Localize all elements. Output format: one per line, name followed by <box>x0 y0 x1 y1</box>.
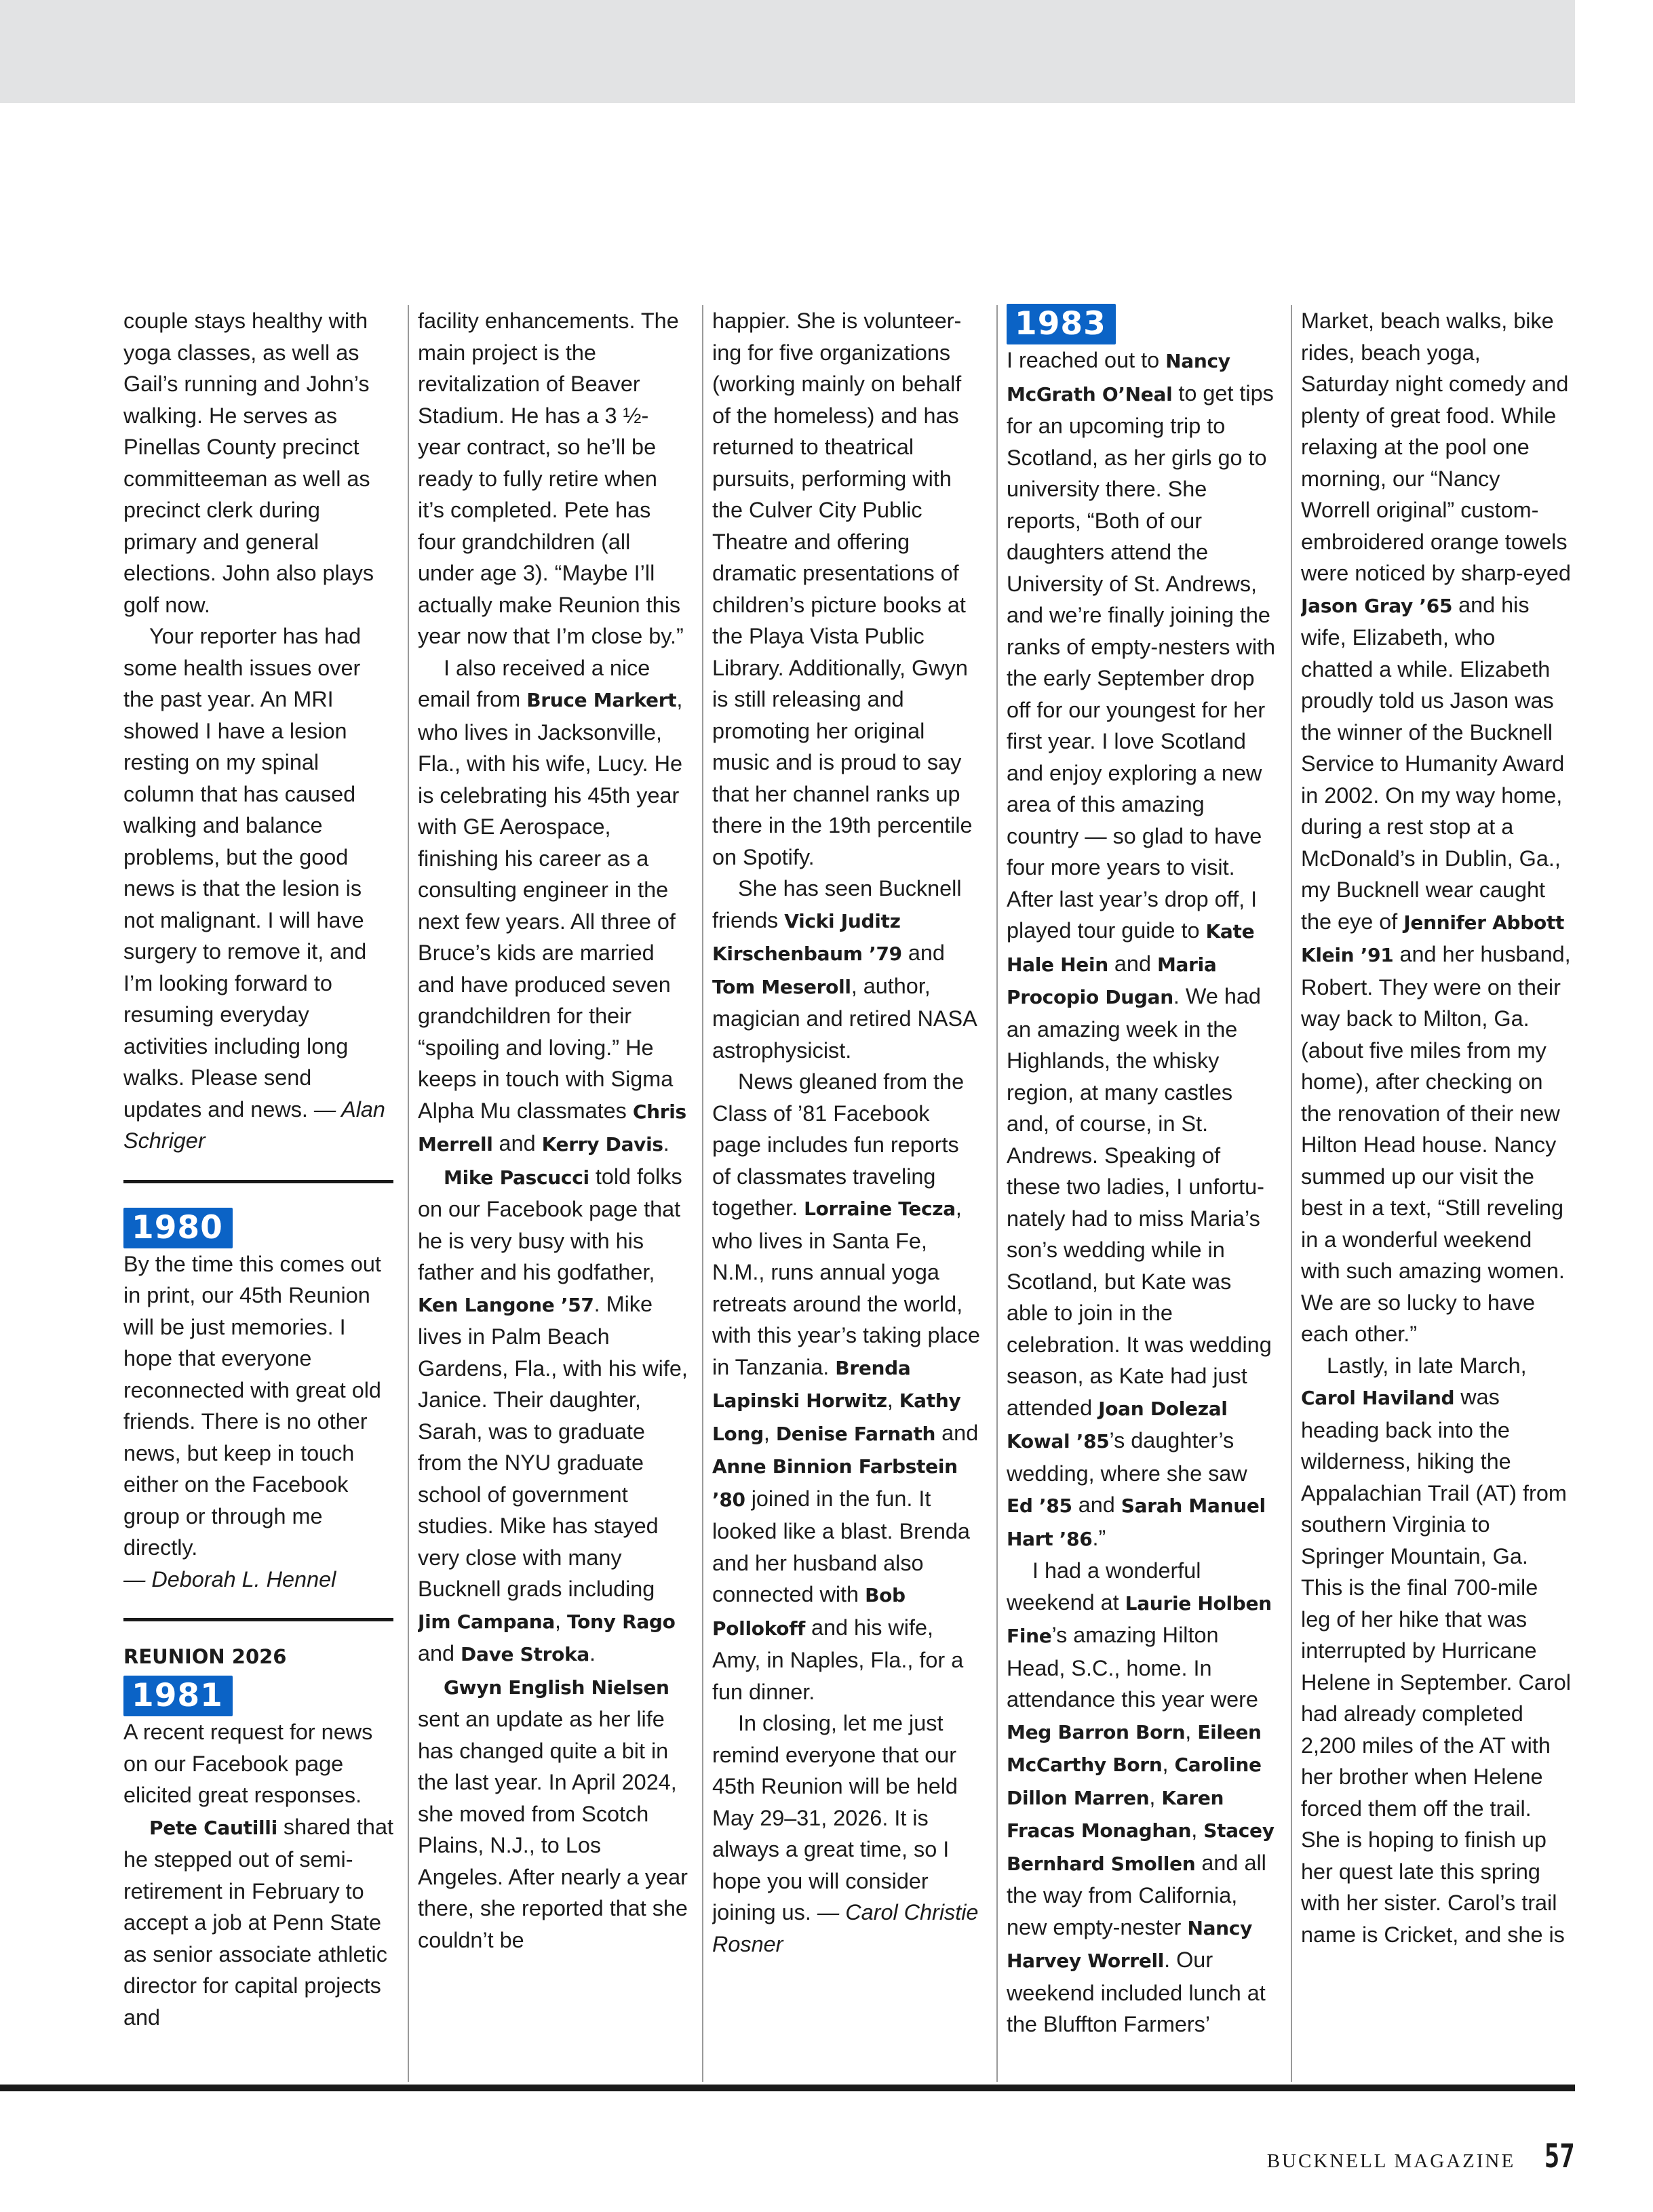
signature: — Alan Schriger <box>123 1097 385 1153</box>
page-footer <box>1267 2137 1575 2175</box>
alumni-name: Ken Langone ’57 <box>418 1293 594 1316</box>
paragraph: Your reporter has had some health issues over the past year. An MRI showed I have a lesion resting on my spinal column that has caused walking and balance problems, but the good news is that the lesion is not malignant. I will have surgery to remove it, and I’m looking forward to resuming everyday activities including long walks. Please send updates and news. — Alan Schriger <box>123 624 385 1153</box>
paragraph: Gwyn English Nielsen sent an update as her life has changed quite a bit in the last year. In April 2024, she moved from Scotch Plains, N.J., to Los Angeles. After nearly a year there, she reported that she couldn’t be <box>418 1676 688 1952</box>
alumni-name: Karen Fracas Monaghan <box>1007 1786 1224 1842</box>
alumni-name: Eileen McCarthy Born <box>1007 1720 1262 1776</box>
bottom-rule <box>0 2085 1575 2091</box>
alumni-name: Mike Pascucci <box>444 1166 589 1189</box>
alumni-name: Carol Haviland <box>1301 1387 1455 1409</box>
paragraph: Market, beach walks, bike rides, beach yoga, Saturday night comedy and plenty of great food. While relaxing at the pool one morning, our “Nancy Worrell original” custom-embroidered orange towels were noticed by sharp-eyed Jason Gray ’65 and his wife, Elizabeth, who chatted a while. Elizabeth proudly told us Jason was the winner of the Bucknell Service to Humanity Award in 2002. On my way home, during a rest stop at a McDonald’s in Dublin, Ga., my Bucknell wear caught the eye of Jennifer Abbott Klein ’91 and her husband, Robert. They were on their way back to Milton, Ga. (about five miles from my home), after checking on the renovation of their new Hilton Head house. Nancy summed up our visit the best in a text, “Still reveling in a wonderful weekend with such amazing women. We are so lucky to have each other.” <box>1301 309 1571 1346</box>
alumni-name: Bob Pollokoff <box>712 1584 906 1640</box>
alumni-name: Sarah Manuel Hart ’86 <box>1007 1495 1266 1550</box>
class-year-badge: 1983 <box>1007 304 1116 344</box>
paragraph: Lastly, in late March, Carol Haviland was heading back into the wilderness, hiking the Appalachian Trail (AT) from southern Virginia to Springer Mountain, Ga. This is the final 700-mile leg of her hike that was interrupted by Hurricane Helene in September. Carol had already completed 2,200 miles of the AT with her brother when Helene forced them off the trail. She is hoping to finish up her quest late this spring with her sister. Carol’s trail name is Cricket, and she is <box>1301 1353 1571 1947</box>
paragraph: I had a wonderful weekend at Laurie Holben Fine’s amazing Hilton Head, S.C., home. In attendance this year were Meg Barron Born, Eileen McCarthy Born, Caroline Dillon Marren, Karen Fracas Monaghan, Stacey Bernhard Smollen and all the way from California, new empty-nester Nancy Harvey Worrell. Our weekend included lunch at the Bluffton Farmers’ <box>1007 1558 1275 2036</box>
alumni-name: Tom Meseroll <box>712 975 851 998</box>
alumni-name: Nancy McGrath O’Neal <box>1007 350 1230 406</box>
top-gray-band <box>0 0 1575 103</box>
section-divider <box>123 1180 393 1183</box>
alumni-name: Jason Gray ’65 <box>1301 594 1453 617</box>
paragraph: facility enhancements. The main project is the revitalization of Beaver Stadium. He has a 3 ½-year contract, so he’ll be ready to fully retire when it’s completed. Pete has four grandchildren (all under age 3). “Maybe I’ll actually make Reunion this year now that I’m close by.” <box>418 309 684 648</box>
alumni-name: Tony Rago <box>567 1610 676 1633</box>
alumni-name: Ed ’85 <box>1007 1495 1072 1517</box>
paragraph: I reached out to Nancy McGrath O’Neal to get tips for an upcoming trip to Scotland, as her girls go to university there. She reports, “Both of our daughters attend the University of St. Andrews, and we’re finally joining the ranks of empty-nesters with the early September drop off for our youngest for her first year. I love Scotland and enjoy exploring a new area of this amazing country — so glad to have four more years to visit. After last year’s drop off, I played tour guide to Kate Hale Hein and Maria Procopio Dugan. We had an amazing week in the Highlands, the whisky region, at many castles and, of course, in St. Andrews. Speaking of these two ladies, I unfortunately had to miss Maria’s son’s wedding while in Scotland, but Kate was able to join in the celebration. It was wedding season, as Kate had just attended Joan Dolezal Kowal ’85’s daughter’s wedding, where she saw Ed ’85 and Sarah Manuel Hart ’86.” <box>1007 348 1276 1550</box>
paragraph: In closing, let me just remind everyone that our 45th Reunion will be held May 29–31, 2026. It is always a great time, so I hope you will consider joining us. — Carol Christie Rosner <box>712 1711 979 1956</box>
signature: — Carol Christie Rosner <box>712 1900 979 1956</box>
section-divider <box>123 1618 393 1621</box>
column-4 <box>1007 304 1277 2080</box>
alumni-name: Anne Binnion Farbstein ’80 <box>712 1455 958 1511</box>
signature: — Deborah L. Hennel <box>123 1566 336 1592</box>
alumni-name: Kerry Davis <box>541 1133 663 1156</box>
alumni-name: Kate Hale Hein <box>1007 920 1255 976</box>
alumni-name: Dave Stroka <box>461 1643 589 1665</box>
paragraph: I also received a nice email from Bruce Markert, who lives in Jacksonville, Fla., with his wife, Lucy. He is celebrating his 45th year with GE Aerospace, finishing his career as a consulting engineer in the next few years. All three of Bruce’s kids are married and have produced seven grandchildren for their “spoiling and loving.” He keeps in touch with Sigma Alpha Mu classmates Chris Merrell and Kerry Davis. <box>418 655 686 1156</box>
column-3 <box>712 305 982 2082</box>
paragraph: She has seen Bucknell friends Vicki Juditz Kirschenbaum ’79 and Tom Meseroll, author, magician and retired NASA astrophysicist. <box>712 876 976 1063</box>
paragraph: A recent request for news on our Facebook page elicited great responses. <box>123 1720 373 1807</box>
column-5 <box>1301 305 1571 2082</box>
alumni-name: Lorraine Tecza <box>804 1198 956 1220</box>
column-1 <box>123 305 393 2082</box>
paragraph: By the time this comes out in print, our 45th Reunion will be just memories. I hope that everyone reconnected with great old friends. There is no other news, but keep in touch either on the Facebook group or through me directly. <box>123 1251 381 1560</box>
alumni-name: Gwyn English Nielsen <box>444 1676 669 1699</box>
alumni-name: Pete Cautilli <box>149 1816 277 1839</box>
page-number: 57 <box>1544 2137 1575 2175</box>
magazine-name: BUCKNELL MAGAZINE <box>1266 2150 1516 2172</box>
paragraph: happier. She is volunteering for five organizations (working mainly on behalf of the homeless) and has returned to theatrical pursuits, performing with the Culver City Public Theatre and offering dramatic presentations of children’s picture books at the Playa Vista Public Library. Additionally, Gwyn is still releasing and promoting her original music and is proud to say that her channel ranks up there in the 19th percentile on Spotify. <box>712 309 973 869</box>
alumni-name: Joan Dolezal Kowal ’85 <box>1007 1397 1228 1453</box>
alumni-name: Meg Barron Born <box>1007 1720 1186 1743</box>
alumni-name: Chris Merrell <box>418 1100 686 1156</box>
class-year-badge: 1981 <box>123 1676 233 1716</box>
reunion-label: REUNION 2026 <box>123 1645 287 1668</box>
paragraph: Mike Pascucci told folks on our Facebook page that he is very busy with his father and his godfather, Ken Langone ’57. Mike lives in Palm Beach Gardens, Fla., with his wife, Janice. Their daughter, Sarah, was to graduate from the NYU graduate school of government studies. Mike has stayed very close with many Bucknell grads including Jim Campana, Tony Rago and Dave Stroka. <box>418 1164 688 1665</box>
column-2 <box>418 305 688 2082</box>
paragraph: Pete Cautilli shared that he stepped out of semi-retirement in February to accept a job at Penn State as senior associate athletic director for capital projects and <box>123 1814 393 2030</box>
alumni-name: Jennifer Abbott Klein ’91 <box>1301 911 1565 966</box>
paragraph: News gleaned from the Class of ’81 Facebook page includes fun reports of classmates traveling together. Lorraine Tecza, who lives in Santa Fe, N.M., runs annual yoga retreats around the world, with this year’s taking place in Tanzania. Brenda Lapinski Horwitz, Kathy Long, Denise Farnath and Anne Binnion Farbstein ’80 joined in the fun. It looked like a blast. Brenda and her husband also connected with Bob Pollokoff and his wife, Amy, in Naples, Fla., for a fun dinner. <box>712 1069 980 1704</box>
alumni-name: Vicki Juditz Kirschenbaum ’79 <box>712 909 902 965</box>
alumni-name: Brenda Lapinski Horwitz <box>712 1356 911 1412</box>
paragraph: couple stays healthy with yoga classes, as well as Gail’s running and John’s walking. He serves as Pinellas County precinct committeeman as well as precinct clerk during primary and general elections. John also plays golf now. <box>123 309 374 617</box>
alumni-name: Bruce Markert <box>526 689 677 711</box>
alumni-name: Caroline Dillon Marren <box>1007 1754 1262 1809</box>
alumni-name: Stacey Bernhard Smollen <box>1007 1819 1275 1875</box>
alumni-name: Kathy Long <box>712 1389 961 1445</box>
alumni-name: Maria Procopio Dugan <box>1007 953 1217 1008</box>
article-columns <box>123 305 1575 2082</box>
alumni-name: Laurie Holben Fine <box>1007 1592 1272 1647</box>
alumni-name: Denise Farnath <box>775 1422 936 1445</box>
alumni-name: Nancy Harvey Worrell <box>1007 1916 1253 1972</box>
class-year-badge: 1980 <box>123 1208 233 1248</box>
alumni-name: Jim Campana <box>418 1610 556 1633</box>
